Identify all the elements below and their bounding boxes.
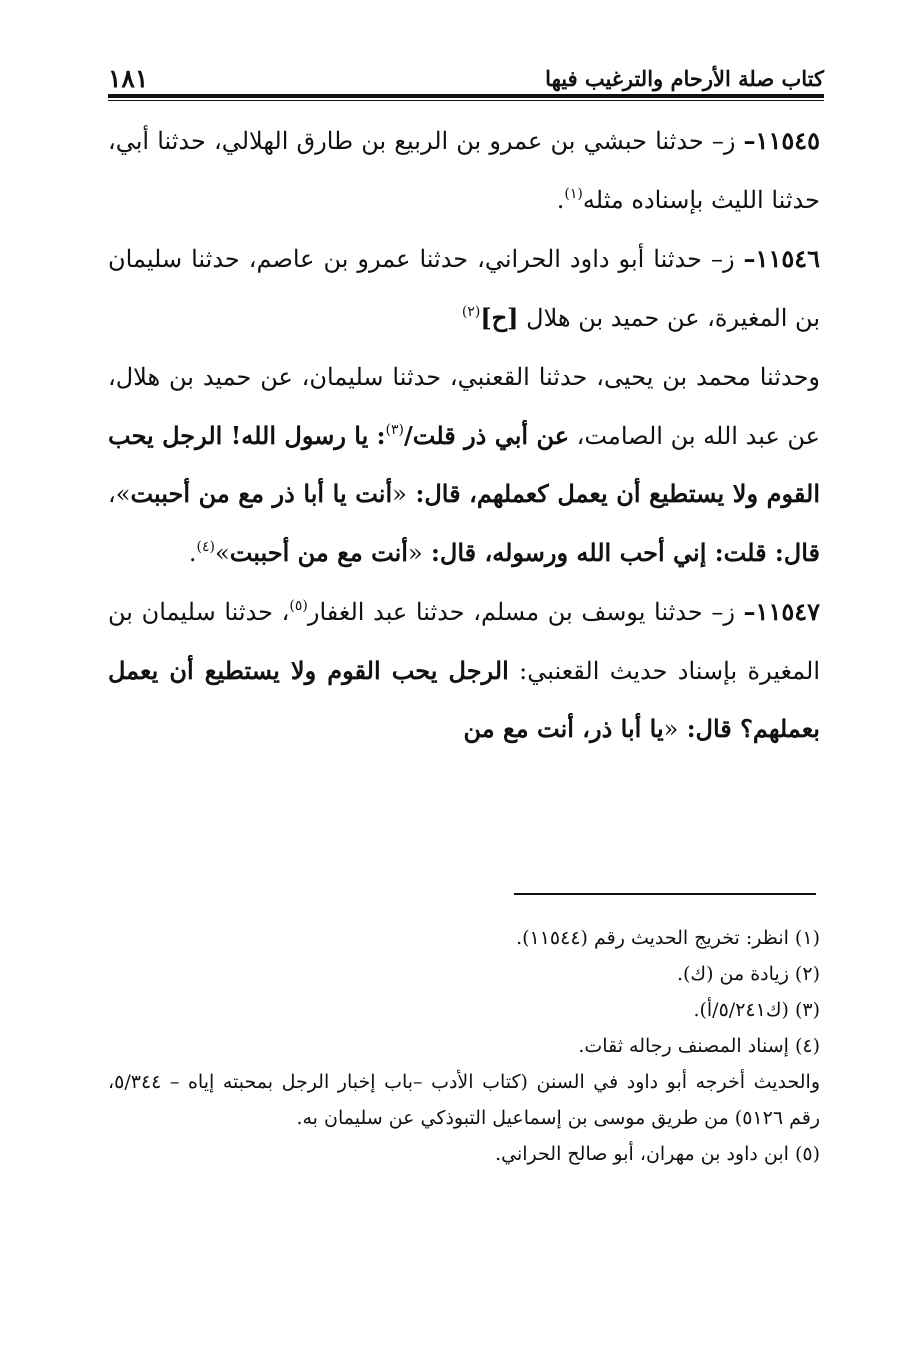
footnote-5: (٥) ابن داود بن مهران، أبو صالح الحراني. [495,1143,820,1165]
quote-mark: « [663,715,679,743]
footnote-ref: (١) [564,185,583,202]
sentence-end: . [556,185,565,214]
hadith-bold-text: عن أبي ذر قلت/ [403,420,570,450]
prophet-saying: يا أبا ذر، أنت مع من [463,714,664,743]
hadith-11547 [108,583,820,759]
prophet-saying: أنت مع من أحببت [229,537,408,567]
footnote-ref: (٥) [289,598,308,614]
header-rule-thin [108,100,824,101]
hadith-number: ١١٥٤٥– [743,126,820,155]
hadith-number: ١١٥٤٧– [743,597,820,626]
quote-mark: « [407,538,423,567]
hadith-11546-continued [108,348,820,582]
hadith-text: ، [108,480,116,508]
footnote-ref: (٤) [196,538,215,555]
quote-mark: » [215,538,230,567]
hadith-bold-text: الرجل يحب القوم ولا يستطيع أن يعمل بعملهم؟ قال: [108,655,820,743]
page-number: ١٨١ [108,64,149,93]
hadith-text: ز– حدثنا يوسف بن مسلم، حدثنا عبد الغفار [307,598,744,626]
quote-mark: » [115,480,131,508]
sentence-end: . [188,538,197,567]
footnote-2: (٢) زيادة من (ك). [676,963,820,985]
hadith-number: ١١٥٤٦– [743,244,820,273]
header-rule-thick [108,94,824,98]
header-title: كتاب صلة الأرحام والترغيب فيها [545,66,824,91]
hadith-text: وحدثنا محمد بن يحيى، حدثنا القعنبي، حدثنا سليمان، عن حميد بن هلال، عن عبد الله بن الصامت، [108,363,821,450]
footnote-4: (٤) إسناد المصنف رجاله ثقات. [578,1035,820,1057]
prophet-saying: أنت يا أبا ذر مع من أحببت [130,479,393,508]
quote-mark: « [392,480,407,508]
hadith-11546 [108,230,820,347]
main-text [108,112,820,760]
hadith-text: ز– حدثنا حبشي بن عمرو بن الربيع بن طارق الهلالي، حدثنا أبي، حدثنا الليث بإسناده مثله [108,127,820,214]
hadith-bold-text: : يا رسول الله! الرجل يحب القوم ولا يستطيع أن يعمل كعملهم، قال: [108,420,821,508]
footnote-1: (١) انظر: تخريج الحديث رقم (١١٥٤٤). [516,927,820,949]
hadith-text: ز– حدثنا أبو داود الحراني، حدثنا عمرو بن عاصم، حدثنا سليمان بن المغيرة، عن حميد بن هلال [108,245,820,332]
footnote-4-continued: والحديث أخرجه أبو داود في السنن (كتاب الأدب –باب إخبار الرجل بمحبته إياه – ٥/٣٤٤، رقم ٥١٢٦) من طريق موسى بن إسماعيل التبوذكي عن سليمان به. [108,1071,820,1129]
footnotes [108,920,820,1172]
hadith-bold-text: قال: قلت: إني أحب الله ورسوله، قال: [422,537,820,567]
hadith-text: ، حدثنا سليمان بن المغيرة بإسناد حديث القعنبي: [108,598,820,685]
hadith-11545 [108,112,820,229]
footnote-separator [514,893,816,895]
running-header [108,60,824,94]
footnote-3: (٣) (ك٥/٢٤١/أ). [693,999,820,1021]
footnote-ref: (٢) [461,303,481,320]
bracket-ha: [ح] [480,302,519,332]
footnote-ref: (٣) [385,421,404,438]
